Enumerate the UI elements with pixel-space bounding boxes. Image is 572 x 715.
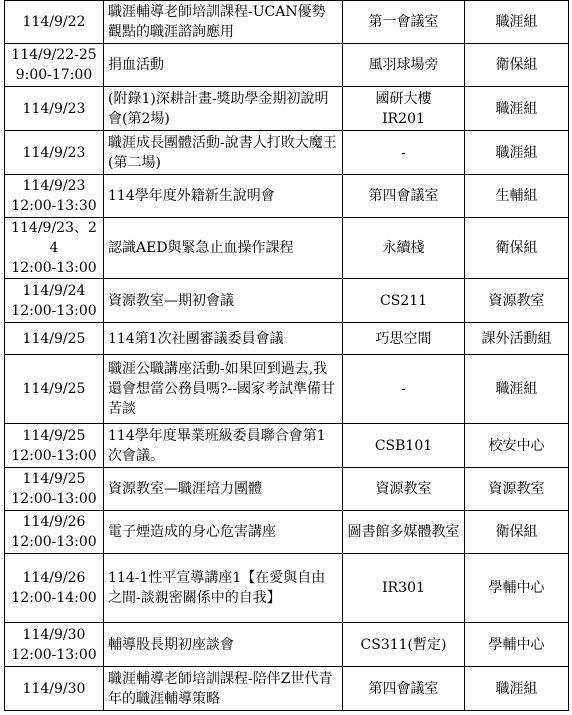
table-row [5, 218, 569, 279]
event-cell: 114學年度畢業班級委員聯合會第1次會議。 [104, 424, 343, 468]
place-cell: CS211 [343, 279, 465, 323]
event-cell: 職涯成長團體活動-說書人打敗大魔王(第二場) [104, 131, 343, 175]
place-cell: CSB101 [343, 424, 465, 468]
date-cell: 114/9/30 [5, 667, 104, 711]
place-cell: 第四會議室 [343, 667, 465, 711]
date-cell: 114/9/30 12:00-13:00 [5, 623, 104, 667]
place-cell: IR301 [343, 554, 465, 623]
unit-cell: 學輔中心 [465, 554, 569, 623]
table-row [5, 175, 569, 218]
unit-cell: 衛保組 [465, 44, 569, 87]
date-cell: 114/9/22-25 9:00-17:00 [5, 44, 104, 87]
date-cell: 114/9/22 [5, 1, 104, 44]
event-cell: 職涯公職講座活動-如果回到過去,我還會想當公務員嗎?--國家考試準備甘苦談 [104, 355, 343, 424]
table-row [5, 323, 569, 355]
date-cell: 114/9/23 [5, 87, 104, 131]
unit-cell: 資源教室 [465, 468, 569, 511]
unit-cell: 職涯組 [465, 667, 569, 711]
table-row [5, 424, 569, 468]
unit-cell: 職涯組 [465, 1, 569, 44]
unit-cell: 課外活動組 [465, 323, 569, 355]
event-cell: 職涯輔導老師培訓課程-UCAN優勢觀點的職涯諮詢應用 [104, 1, 343, 44]
date-cell: 114/9/26 12:00-13:00 [5, 511, 104, 554]
date-cell: 114/9/24 12:00-13:00 [5, 279, 104, 323]
event-cell: 捐血活動 [104, 44, 343, 87]
unit-cell: 職涯組 [465, 131, 569, 175]
unit-cell: 資源教室 [465, 279, 569, 323]
unit-cell: 生輔組 [465, 175, 569, 218]
unit-cell: 職涯組 [465, 355, 569, 424]
event-cell: 資源教室—職涯培力團體 [104, 468, 343, 511]
place-cell: CS311(暫定) [343, 623, 465, 667]
table-row [5, 554, 569, 623]
date-cell: 114/9/26 12:00-14:00 [5, 554, 104, 623]
event-cell: 輔導股長期初座談會 [104, 623, 343, 667]
table-row [5, 468, 569, 511]
date-cell: 114/9/23 12:00-13:30 [5, 175, 104, 218]
event-cell: 電子煙造成的身心危害講座 [104, 511, 343, 554]
unit-cell: 校安中心 [465, 424, 569, 468]
table-row [5, 1, 569, 44]
place-cell: 資源教室 [343, 468, 465, 511]
place-cell: 第一會議室 [343, 1, 465, 44]
place-cell: 風羽球場旁 [343, 44, 465, 87]
place-cell: - [343, 355, 465, 424]
date-cell: 114/9/25 [5, 323, 104, 355]
table-row [5, 623, 569, 667]
table-row [5, 131, 569, 175]
event-cell: (附錄1)深耕計畫-獎助學金期初說明會(第2場) [104, 87, 343, 131]
place-cell: 永續棧 [343, 218, 465, 279]
place-cell: 巧思空間 [343, 323, 465, 355]
table-row [5, 279, 569, 323]
date-cell: 114/9/25 12:00-13:00 [5, 468, 104, 511]
place-cell: 國研大樓 IR201 [343, 87, 465, 131]
date-cell: 114/9/23、24 12:00-13:00 [5, 218, 104, 279]
date-cell: 114/9/23 [5, 131, 104, 175]
schedule-table [4, 0, 569, 711]
table-row [5, 667, 569, 711]
event-cell: 認識AED與緊急止血操作課程 [104, 218, 343, 279]
date-cell: 114/9/25 [5, 355, 104, 424]
event-cell: 114學年度外籍新生說明會 [104, 175, 343, 218]
place-cell: 圖書館多媒體教室 [343, 511, 465, 554]
unit-cell: 職涯組 [465, 87, 569, 131]
event-cell: 114-1性平宣導講座1【在愛與自由之間-談親密關係中的自我】 [104, 554, 343, 623]
table-row [5, 511, 569, 554]
date-cell: 114/9/25 12:00-13:00 [5, 424, 104, 468]
event-cell: 114第1次社團審議委員會議 [104, 323, 343, 355]
unit-cell: 衛保組 [465, 218, 569, 279]
event-cell: 職涯輔導老師培訓課程-陪伴Z世代青年的職涯輔導策略 [104, 667, 343, 711]
event-cell: 資源教室—期初會議 [104, 279, 343, 323]
unit-cell: 衛保組 [465, 511, 569, 554]
place-cell: - [343, 131, 465, 175]
table-row [5, 355, 569, 424]
table-row [5, 87, 569, 131]
table-row [5, 44, 569, 87]
unit-cell: 學輔中心 [465, 623, 569, 667]
place-cell: 第四會議室 [343, 175, 465, 218]
